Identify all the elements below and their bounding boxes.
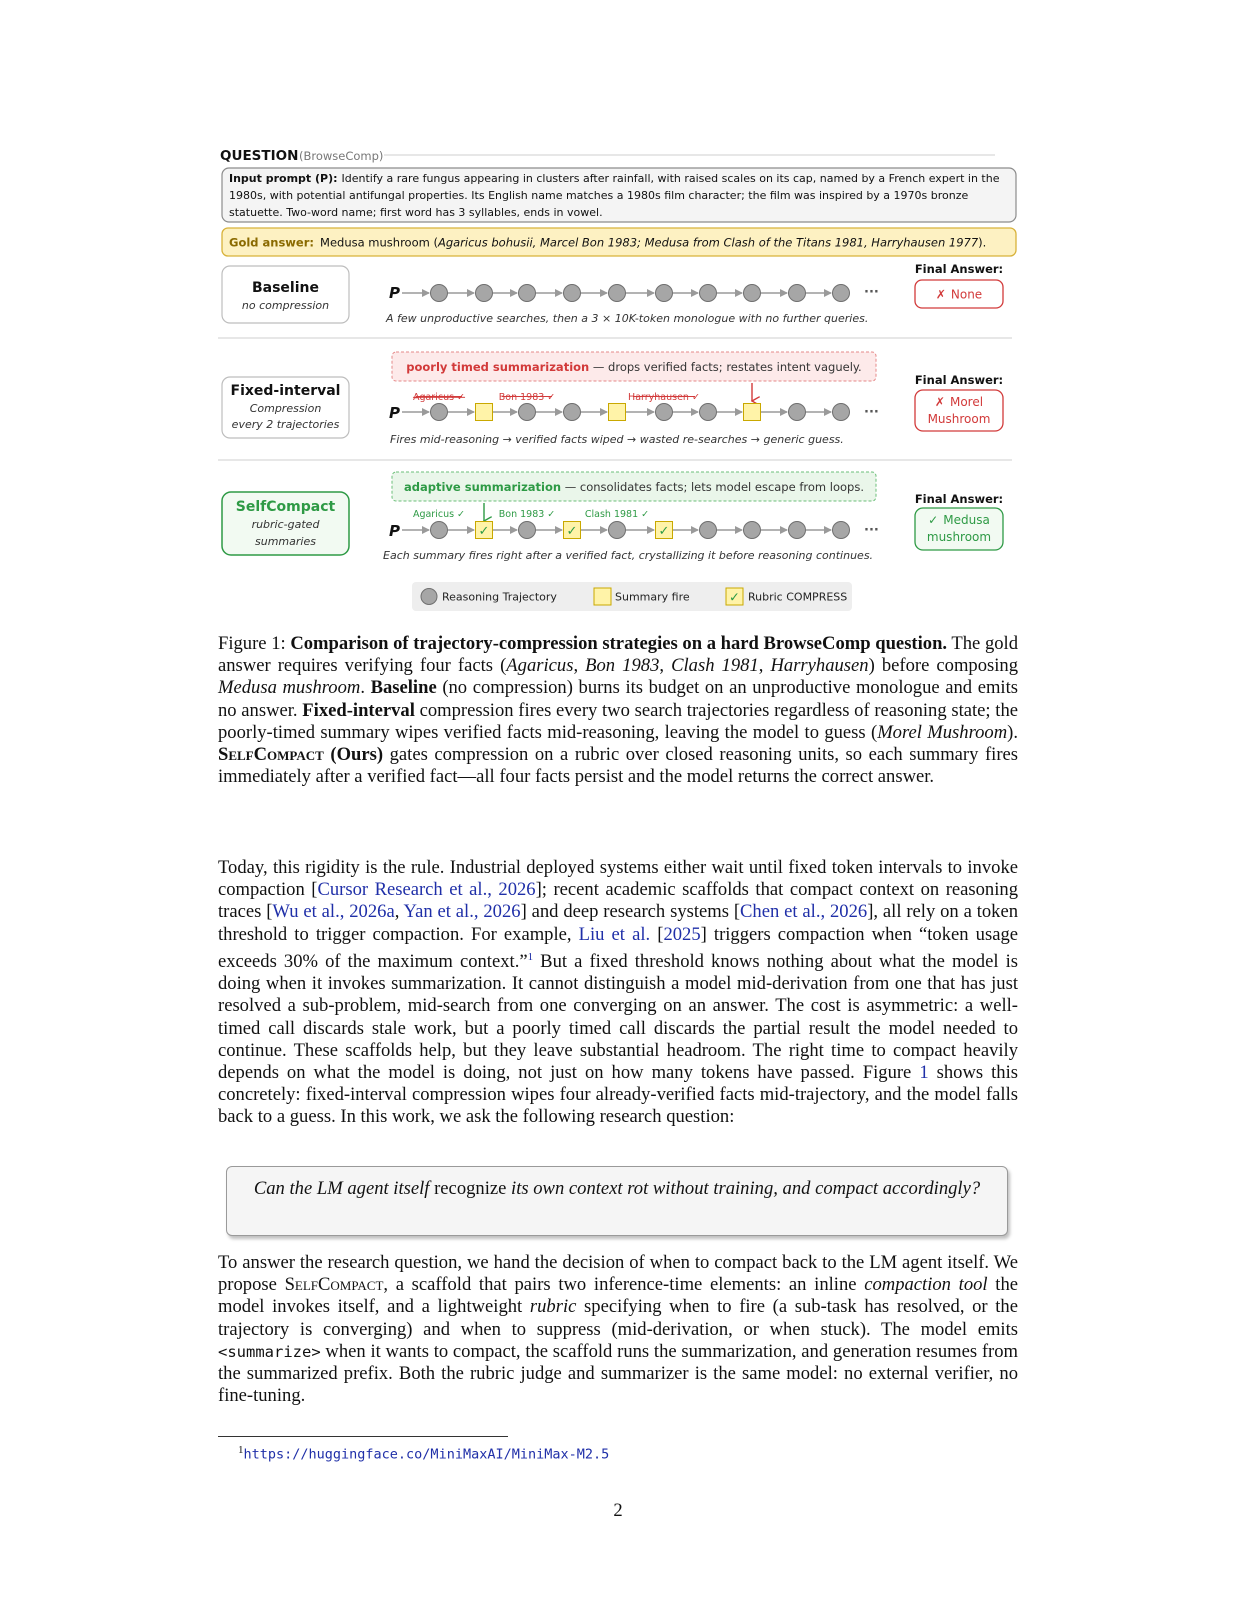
text: ] and deep research systems [ — [520, 901, 741, 923]
baseline-final-answer-label: Final Answer: — [914, 262, 1004, 276]
caption-fact: Bon 1983 — [585, 655, 660, 677]
fixed-final-answer-2: Mushroom — [927, 412, 991, 426]
fixed-ellipsis: ··· — [864, 405, 879, 420]
text: But a fixed threshold knows nothing about what the model is doing when it invokes summarization. It cannot distinguish a model mid-derivation from one that has just resolved a sub-problem, mid-search from one converging on an answer. The cost is asymmetric: a well-timed call discards stale work, but a poorly timed call discards the partial result the model needed to continue. These scaffolds help, but they leave substantial headroom. The right time to compact heavily depends on what the model is doing, not just on how many tokens have passed. Figure — [218, 951, 1018, 1084]
selfcompact-fact-1: Agaricus ✓ — [412, 509, 466, 520]
footnote-number: 1 — [238, 1444, 244, 1456]
citation-link[interactable]: Chen et al., 2026 — [740, 901, 868, 923]
method-name: SelfCompact — [284, 1274, 384, 1296]
text: when it wants to compact, the scaffold runs the summarization, and generation resumes from the summarized prefix. Both the rubric judge and summarizer is the same model: no external verifier, no fine-tuning. — [218, 1340, 1018, 1407]
baseline-ellipsis: ··· — [864, 285, 879, 300]
fixed-p: P — [389, 404, 400, 422]
selfcompact-reasoning-node — [609, 522, 626, 539]
fixed-subtitle-1: Compression — [249, 402, 322, 415]
fixed-reasoning-node — [656, 404, 673, 421]
caption-baseline: Baseline — [370, 677, 437, 699]
caption-fixed: Fixed-interval — [302, 699, 415, 721]
selfcompact-reasoning-node — [744, 522, 761, 539]
baseline-reasoning-node — [431, 285, 448, 302]
baseline-reasoning-node — [519, 285, 536, 302]
fixed-banner-text: poorly timed summarization — drops verified facts; restates intent vaguely. — [406, 360, 862, 374]
caption-title: Comparison of trajectory-compression strategies on a hard BrowseComp question. — [290, 633, 948, 654]
question-label: QUESTION — [220, 148, 299, 164]
baseline-final-answer: ✗ None — [935, 287, 983, 302]
selfcompact-fact-3: Clash 1981 ✓ — [584, 509, 650, 520]
caption-label: Figure 1: — [218, 633, 291, 654]
legend-summary-label: Summary fire — [615, 590, 690, 604]
fixed-final-answer-1: ✗ Morel — [934, 395, 984, 409]
text: ] triggers compaction when “token usage exceeds 30% of the maximum context.” — [218, 923, 1018, 972]
selfcompact-reasoning-node — [431, 522, 448, 539]
fixed-title: Fixed-interval — [230, 383, 341, 399]
legend-rubric-check: ✓ — [729, 590, 740, 606]
paragraph-1 — [218, 857, 1018, 1129]
caption-text: The gold answer requires verifying four facts ( — [218, 633, 1019, 677]
baseline-reasoning-node — [656, 285, 673, 302]
baseline-reasoning-node — [833, 285, 850, 302]
footnote-url-link[interactable]: https://huggingface.co/MiniMaxAI/MiniMax-M2.5 — [243, 1446, 610, 1463]
footnote-rule — [218, 1436, 508, 1437]
legend-trajectory-label: Reasoning Trajectory — [442, 590, 557, 604]
figure-1 — [0, 0, 1236, 640]
page-number: 2 — [613, 1500, 623, 1521]
baseline-note: A few unproductive searches, then a 3 × 10K-token monologue with no further queries. — [386, 312, 869, 325]
fixed-summary-node — [744, 404, 761, 421]
caption-text: (no compression) burns its budget on an unproductive monologue and emits no answer. — [218, 677, 1018, 721]
selfcompact-subtitle-1: rubric-gated — [251, 518, 320, 531]
text: ]; recent academic scaffolds that compact context on reasoning traces [ — [218, 879, 1018, 923]
baseline-reasoning-node — [789, 285, 806, 302]
fixed-reasoning-node — [789, 404, 806, 421]
selfcompact-trajectory-chain — [402, 522, 850, 540]
selfcompact-rubric-check-icon: ✓ — [566, 524, 578, 539]
figure-reference-link[interactable]: 1 — [919, 1062, 929, 1084]
caption-fact: Agaricus — [506, 655, 574, 677]
selfcompact-final-answer-1: ✓ Medusa — [928, 513, 990, 527]
selfcompact-note: Each summary fires right after a verified fact, crystallizing it before reasoning continues. — [383, 549, 874, 562]
text: rubric — [529, 1296, 577, 1318]
selfcompact-final-answer-2: mushroom — [926, 530, 992, 544]
code-token: <summarize> — [218, 1342, 321, 1361]
text: specifying when to fire (a sub-task has resolved, or the trajectory is converging) and when to suppress (mid-derivation, or when stuck). The model emits — [218, 1296, 1018, 1340]
selfcompact-subtitle-2: summaries — [255, 535, 316, 548]
caption-text: compression fires every two search trajectories regardless of reasoning state; the poorly-timed summary wipes verified facts mid-reasoning, leaving the model to guess ( — [218, 699, 1019, 743]
citation-link[interactable]: 2025 — [663, 923, 701, 945]
caption-text: ) before composing — [868, 655, 1019, 677]
research-question-text: its own context rot without training, and compact accordingly? — [511, 1178, 981, 1199]
fixed-note: Fires mid-reasoning → verified facts wiped → wasted re-searches → generic guess. — [390, 433, 844, 446]
fixed-final-answer-label: Final Answer: — [914, 373, 1004, 387]
caption-fact: Harryhausen — [770, 655, 869, 677]
citation-link[interactable]: Yan et al., 2026 — [403, 901, 521, 923]
legend-summary-icon — [594, 588, 611, 605]
text: shows this concretely: fixed-interval compression wipes four already-verified facts mid-trajectory, and the model falls back to a guess. In this work, we ask the following research question: — [218, 1062, 1018, 1128]
question-source: (BrowseComp) — [299, 149, 384, 163]
input-prompt-line-2: 1980s, with potential antifungal properties. Its English name matches a 1980s film character; the film was inspired by a 1970s bronze — [229, 189, 969, 202]
footnote — [238, 1444, 609, 1464]
selfcompact-final-answer-label: Final Answer: — [914, 492, 1004, 506]
fixed-summary-node — [609, 404, 626, 421]
selfcompact-ellipsis: ··· — [864, 523, 879, 538]
gold-answer: Gold answer: Medusa mushroom (Agaricus bohusii, Marcel Bon 1983; Medusa from Clash of the Titans 1981, Harryhausen 1977). — [229, 235, 987, 250]
research-question-box — [226, 1166, 1008, 1236]
figure-caption: Figure 1: Comparison of trajectory-compression strategies on a hard BrowseComp question. The gold answer requires verifying four facts (Agaricus, Bon 1983, Clash 1981, Harryhausen) before composing Medusa mushroom. Baseline (no compression) burns its budget on an unproductive monologue and emits no answer. Fixed-interval compression fires every two search trajectories regardless of reasoning state; the poorly-timed summary wipes verified facts mid-reasoning, leaving the model to guess (Morel Mushroom). SelfCompact (Ours) gates compression on a rubric over closed reasoning units, so each summary fires immediately after a verified fact—all four facts persist and the model returns the correct answer. — [218, 633, 1019, 788]
fixed-reasoning-node — [431, 404, 448, 421]
legend-trajectory-icon — [421, 589, 437, 605]
selfcompact-fact-2: Bon 1983 ✓ — [498, 509, 556, 520]
baseline-reasoning-node — [564, 285, 581, 302]
fixed-fact-2: Bon 1983 ✓ — [498, 392, 556, 403]
footnote-marker[interactable]: 1 — [527, 950, 534, 963]
selfcompact-rubric-check-icon: ✓ — [478, 524, 490, 539]
caption-answer: Medusa mushroom — [218, 677, 361, 699]
research-question-text: Can the LM agent itself — [253, 1178, 430, 1199]
text: compaction tool — [864, 1274, 988, 1296]
caption-ours: (Ours) — [323, 744, 384, 766]
caption-fact: Clash 1981 — [671, 655, 759, 677]
paragraph-2 — [218, 1252, 1018, 1407]
fixed-fact-3: Harryhausen ✓ — [628, 392, 700, 403]
text: [ — [650, 923, 664, 945]
fixed-fact-1: Agaricus ✓ — [412, 392, 466, 403]
selfcompact-p: P — [389, 522, 400, 540]
caption-selfcompact: SelfCompact — [218, 744, 324, 766]
text: ], all rely on a token threshold to trigger compaction. For example, — [218, 901, 1019, 945]
citation-link[interactable]: Cursor Research et al., 2026 — [317, 879, 536, 901]
baseline-reasoning-node — [609, 285, 626, 302]
citation-link[interactable]: Wu et al., 2026a — [272, 901, 395, 923]
text: the model invokes itself, and a lightweight — [218, 1274, 1018, 1318]
caption-morel: Morel Mushroom — [877, 721, 1008, 743]
fixed-summary-node — [476, 404, 493, 421]
caption-text: ). — [1007, 721, 1018, 743]
caption-text: . — [360, 677, 371, 699]
selfcompact-reasoning-node — [833, 522, 850, 539]
text: , a scaffold that pairs two inference-time elements: an inline — [383, 1274, 865, 1296]
text: To answer the research question, we hand the decision of when to compact back to the LM agent itself. We propose — [218, 1252, 1018, 1296]
baseline-reasoning-node — [744, 285, 761, 302]
baseline-subtitle: no compression — [241, 299, 330, 312]
caption-text: gates compression on a rubric over closed reasoning units, so each summary fires immediately after a verified fact—all four facts persist and the model returns the correct answer. — [218, 744, 1018, 788]
input-prompt-line-3: statuette. Two-word name; first word has 3 syllables, ends in vowel. — [229, 206, 603, 219]
selfcompact-reasoning-node — [519, 522, 536, 539]
selfcompact-rubric-check-icon: ✓ — [658, 524, 670, 539]
fixed-reasoning-node — [519, 404, 536, 421]
baseline-p: P — [389, 284, 400, 302]
selfcompact-title: SelfCompact — [235, 499, 336, 515]
text: Today, this rigidity is the rule. Industrial deployed systems either wait until fixed token intervals to invoke compaction [ — [218, 857, 1018, 901]
fixed-reasoning-node — [833, 404, 850, 421]
baseline-trajectory-chain — [402, 285, 850, 302]
baseline-reasoning-node — [700, 285, 717, 302]
selfcompact-reasoning-node — [789, 522, 806, 539]
input-prompt-line-1: Input prompt (P): Identify a rare fungus appearing in clusters after rainfall, with raised scales on its cap, named by a French expert in the — [229, 172, 1000, 185]
text: , — [394, 901, 404, 923]
fixed-trajectory-chain — [402, 404, 850, 421]
legend-rubric-label: Rubric COMPRESS — [748, 590, 848, 604]
selfcompact-reasoning-node — [700, 522, 717, 539]
baseline-reasoning-node — [476, 285, 493, 302]
baseline-title: Baseline — [251, 280, 320, 296]
citation-link[interactable]: Liu et al. — [578, 923, 651, 945]
selfcompact-banner-text: adaptive summarization — consolidates facts; lets model escape from loops. — [404, 480, 864, 494]
fixed-reasoning-node — [700, 404, 717, 421]
fixed-reasoning-node — [564, 404, 581, 421]
research-question-text: recognize — [429, 1178, 512, 1199]
fixed-subtitle-2: every 2 trajectories — [231, 418, 340, 431]
